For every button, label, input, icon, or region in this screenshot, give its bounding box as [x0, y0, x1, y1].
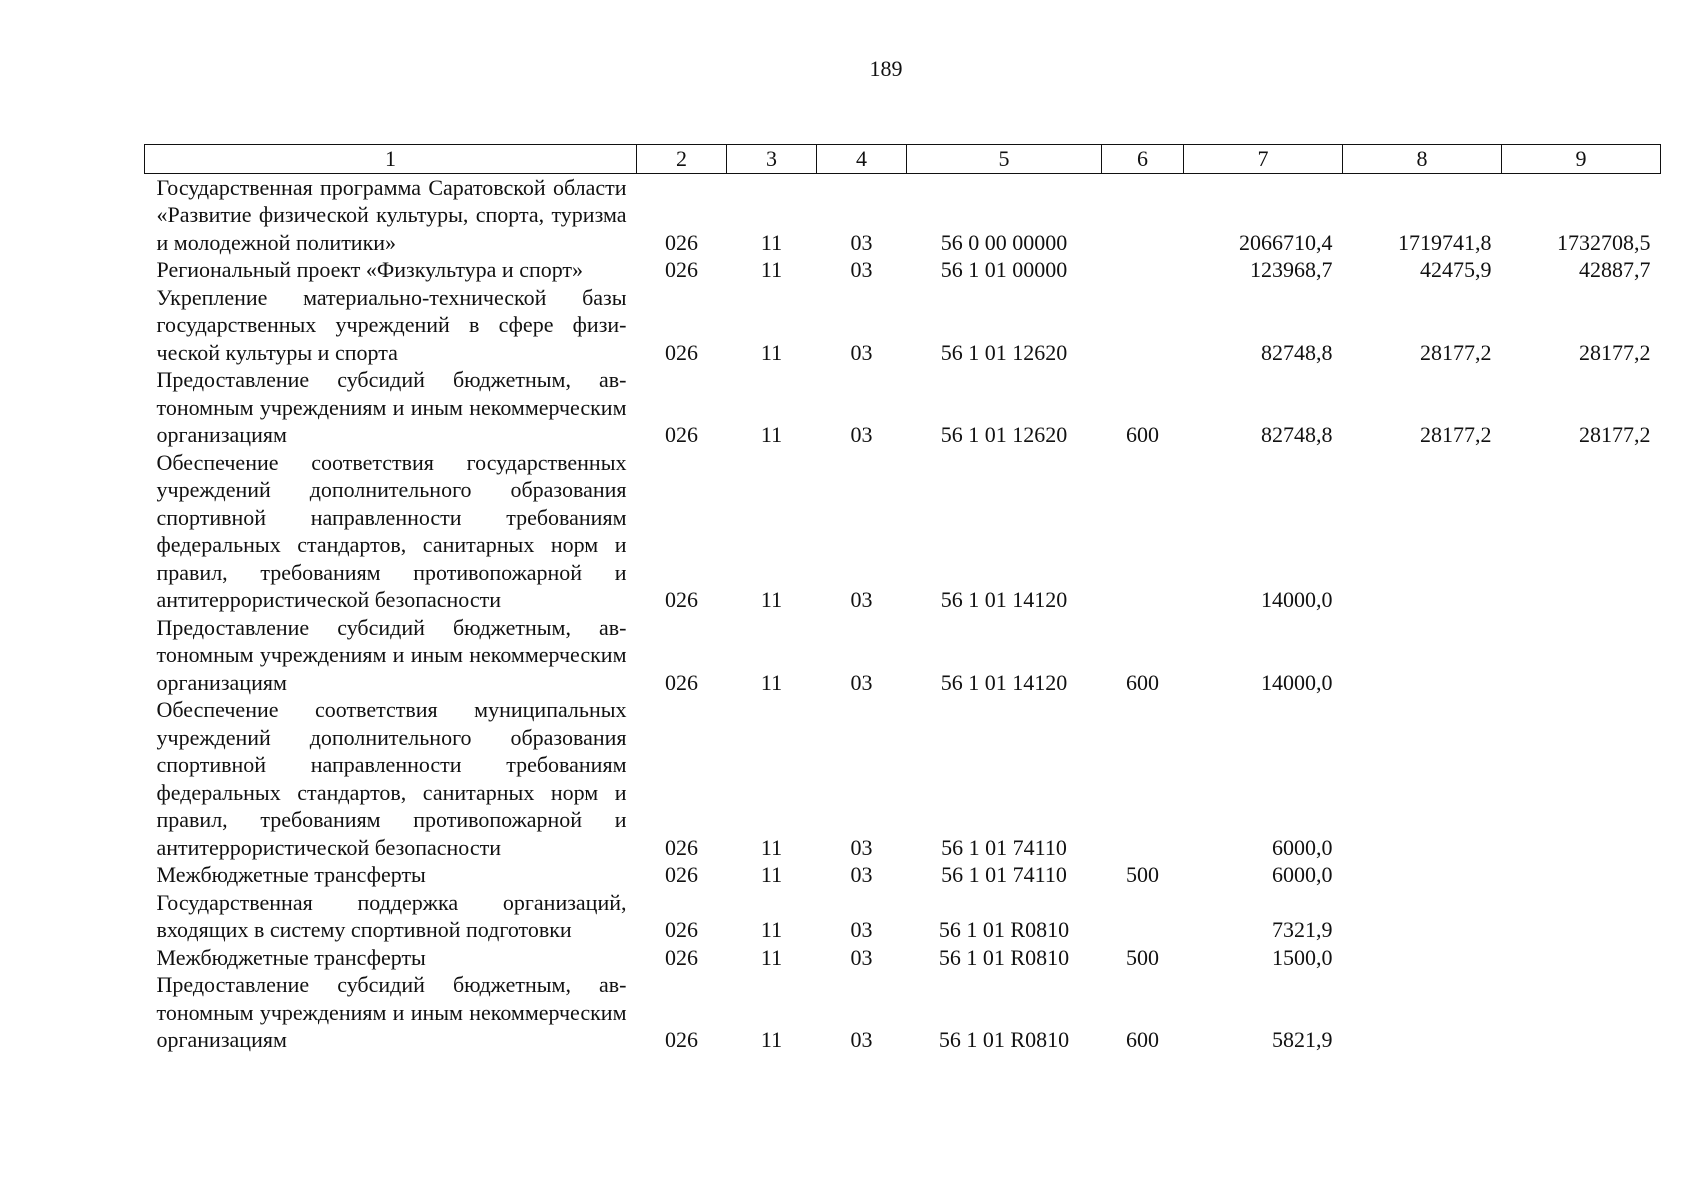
row-code-2-cell: 026 [665, 862, 698, 887]
row-code-2-cell: 026 [665, 587, 698, 612]
row-amount-9-cell: 1732708,5 [1557, 229, 1651, 255]
table-row [145, 449, 1661, 614]
budget-table [144, 144, 1661, 1054]
row-amount-7-cell: 14000,0 [1261, 669, 1333, 695]
column-header-4: 4 [817, 145, 907, 174]
row-code-3-cell: 11 [760, 669, 783, 695]
table-header-row [145, 145, 1661, 174]
row-code-4-cell: 03 [850, 339, 873, 365]
table-row [145, 284, 1661, 367]
row-amount-8-cell [1343, 449, 1502, 614]
page-number: 189 [869, 56, 903, 81]
row-code-3-cell: 11 [760, 229, 783, 255]
row-code-6-cell [1102, 889, 1184, 944]
row-code-5-cell: 56 0 00 00000 [940, 229, 1068, 255]
row-amount-9-cell [1502, 944, 1661, 972]
row-code-6-cell [1102, 256, 1184, 284]
row-amount-7-cell: 14000,0 [1261, 587, 1333, 612]
row-code-6-cell: 600 [1126, 669, 1159, 695]
table-row [145, 861, 1661, 889]
row-code-2-cell: 026 [665, 339, 698, 365]
row-code-6-cell: 500 [1126, 862, 1159, 887]
row-code-4-cell: 03 [850, 587, 873, 612]
row-code-4-cell: 03 [850, 834, 873, 860]
row-code-5-cell: 56 1 01 00000 [940, 257, 1068, 282]
row-amount-9-cell [1502, 861, 1661, 889]
row-code-2-cell: 026 [665, 917, 698, 942]
column-header-3: 3 [727, 145, 817, 174]
row-code-4-cell: 03 [850, 422, 873, 447]
row-name-cell: Государственная программа Саратовской области «Развитие физической культуры, спорта, туризма и молодежной политики» [156, 174, 627, 255]
row-amount-7-cell: 6000,0 [1272, 862, 1333, 887]
row-amount-8-cell: 28177,2 [1420, 422, 1492, 447]
row-code-6-cell [1102, 173, 1184, 256]
row-amount-9-cell [1502, 449, 1661, 614]
row-code-6-cell: 600 [1126, 1027, 1159, 1052]
row-code-4-cell: 03 [850, 229, 873, 255]
row-code-5-cell: 56 1 01 14120 [940, 587, 1068, 612]
row-code-4-cell: 03 [850, 944, 873, 970]
row-amount-7-cell: 6000,0 [1272, 834, 1333, 860]
table-row [145, 696, 1661, 861]
row-code-5-cell: 56 1 01 12620 [940, 339, 1068, 365]
row-code-3-cell: 11 [760, 862, 783, 887]
row-code-2-cell: 026 [665, 1027, 698, 1052]
row-name-cell: Межбюджетные трансферты [156, 862, 426, 887]
row-amount-8-cell: 28177,2 [1420, 339, 1492, 365]
row-amount-7-cell: 82748,8 [1261, 339, 1333, 365]
row-amount-8-cell: 42475,9 [1420, 257, 1492, 282]
row-amount-8-cell [1343, 614, 1502, 697]
row-amount-7-cell: 5821,9 [1272, 1027, 1333, 1052]
row-amount-9-cell [1502, 614, 1661, 697]
row-code-3-cell: 11 [760, 257, 783, 282]
row-code-6-cell [1102, 284, 1184, 367]
row-code-2-cell: 026 [665, 229, 698, 255]
column-header-7: 7 [1184, 145, 1343, 174]
row-amount-8-cell [1343, 944, 1502, 972]
row-code-4-cell: 03 [850, 1027, 873, 1052]
table-row [145, 971, 1661, 1054]
row-code-6-cell [1102, 449, 1184, 614]
row-amount-7-cell: 1500,0 [1272, 944, 1333, 970]
row-amount-7-cell: 7321,9 [1272, 917, 1333, 942]
row-code-3-cell: 11 [760, 422, 783, 447]
row-code-4-cell: 03 [850, 257, 873, 282]
row-amount-9-cell [1502, 696, 1661, 861]
row-amount-8-cell: 1719741,8 [1398, 229, 1492, 255]
row-code-2-cell: 026 [665, 944, 698, 970]
row-code-2-cell: 026 [665, 257, 698, 282]
row-name-cell: Предоставление субсидий бюджетным, автономным учреждениям и иным некоммерческим организациям [156, 972, 627, 1052]
row-code-5-cell: 56 1 01 74110 [941, 862, 1067, 887]
row-code-4-cell: 03 [850, 917, 873, 942]
table-row [145, 614, 1661, 697]
table-body [145, 173, 1661, 1054]
table-row [145, 173, 1661, 256]
row-code-2-cell: 026 [665, 669, 698, 695]
row-amount-7-cell: 82748,8 [1261, 422, 1333, 447]
row-amount-9-cell: 28177,2 [1579, 339, 1651, 365]
column-header-1: 1 [145, 145, 637, 174]
row-code-3-cell: 11 [760, 1027, 783, 1052]
row-code-2-cell: 026 [665, 834, 698, 860]
row-code-5-cell: 56 1 01 14120 [940, 669, 1068, 695]
row-name-cell: Укрепление материально-технической базы государственных учреждений в сфере физической культуры и спорта [156, 284, 627, 365]
row-code-3-cell: 11 [760, 339, 783, 365]
row-name-cell: Региональный проект «Физкультура и спорт» [156, 257, 584, 282]
row-amount-7-cell: 2066710,4 [1239, 229, 1333, 255]
row-amount-9-cell: 42887,7 [1579, 257, 1651, 282]
row-name-cell: Предоставление субсидий бюджетным, автономным учреждениям и иным некоммерческим организациям [156, 614, 627, 695]
row-amount-8-cell [1343, 696, 1502, 861]
table-row [145, 256, 1661, 284]
row-code-5-cell: 56 1 01 R0810 [938, 917, 1070, 942]
row-code-3-cell: 11 [760, 587, 783, 612]
row-code-5-cell: 56 1 01 74110 [941, 834, 1067, 860]
row-amount-7-cell: 123968,7 [1250, 257, 1333, 282]
row-code-3-cell: 11 [760, 834, 783, 860]
row-code-6-cell: 600 [1126, 422, 1159, 447]
row-name-cell: Межбюджетные трансферты [156, 944, 426, 970]
row-code-2-cell: 026 [665, 422, 698, 447]
column-header-6: 6 [1102, 145, 1184, 174]
row-amount-9-cell [1502, 889, 1661, 944]
row-code-4-cell: 03 [850, 669, 873, 695]
column-header-2: 2 [637, 145, 727, 174]
table-row [145, 366, 1661, 449]
table-row [145, 944, 1661, 972]
table-row [145, 889, 1661, 944]
row-code-4-cell: 03 [850, 862, 873, 887]
row-code-5-cell: 56 1 01 12620 [940, 422, 1068, 447]
row-name-cell: Обеспечение соответствия государственных учреждений дополнительного образования спортивной направленности требованиям федеральных стандартов, санитарных норм и правил, требованиям противопожарной и антитеррористической безопасности [156, 449, 627, 612]
row-code-3-cell: 11 [760, 917, 783, 942]
row-code-6-cell [1102, 696, 1184, 861]
row-code-3-cell: 11 [760, 944, 783, 970]
row-code-5-cell: 56 1 01 R0810 [938, 1027, 1070, 1052]
column-header-8: 8 [1343, 145, 1502, 174]
row-amount-8-cell [1343, 861, 1502, 889]
column-header-5: 5 [907, 145, 1102, 174]
row-name-cell: Обеспечение соответствия муниципальных учреждений дополнительного образования спортивной направленности требованиям федеральных стандартов, санитарных норм и правил, требованиям противопожарной и антитеррористической безопасности [156, 697, 627, 860]
row-amount-9-cell [1502, 971, 1661, 1054]
row-code-6-cell: 500 [1126, 944, 1159, 970]
row-amount-8-cell [1343, 889, 1502, 944]
row-amount-8-cell [1343, 971, 1502, 1054]
column-header-9: 9 [1502, 145, 1661, 174]
row-name-cell: Предоставление субсидий бюджетным, автономным учреждениям и иным некоммерческим организациям [156, 367, 627, 447]
row-name-cell: Государственная поддержка организаций, входящих в систему спортивной подготовки [156, 889, 627, 942]
row-amount-9-cell: 28177,2 [1579, 422, 1651, 447]
row-code-5-cell: 56 1 01 R0810 [938, 944, 1070, 970]
